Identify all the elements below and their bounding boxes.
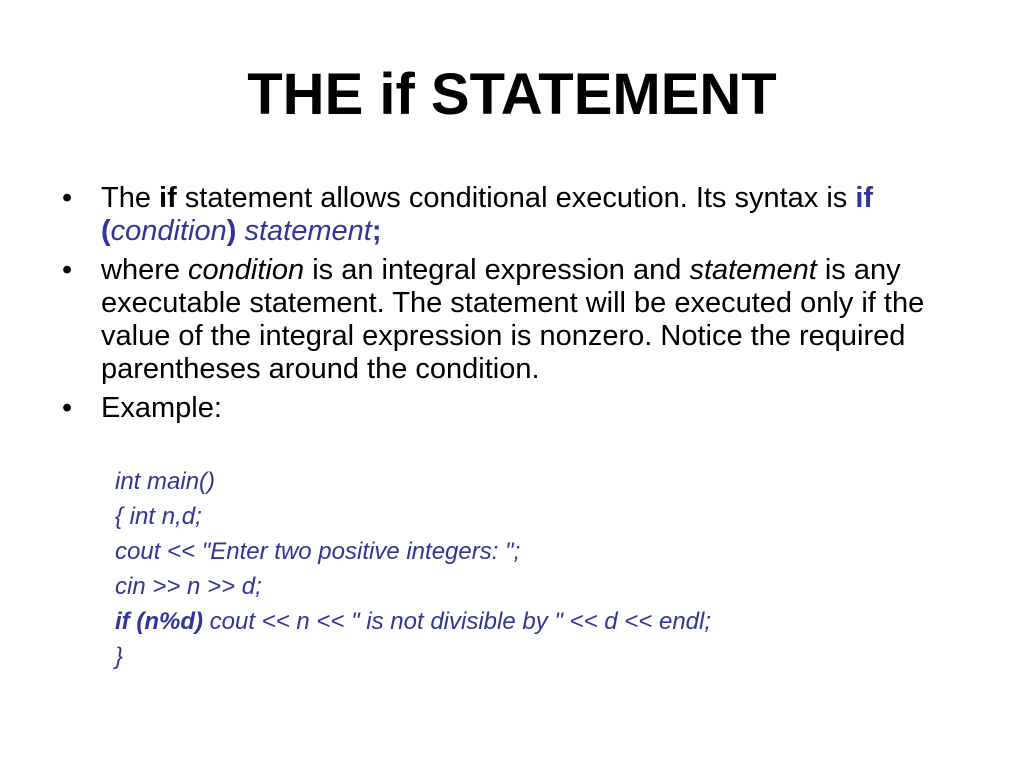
bullet-text: The — [101, 182, 160, 214]
syntax-semicolon: ; — [371, 215, 382, 247]
syntax-close-paren: ) — [226, 215, 237, 247]
bullet-text: where — [101, 254, 189, 286]
code-line: int main() — [115, 468, 216, 495]
term-statement: statement — [689, 254, 817, 286]
code-line — [115, 604, 995, 639]
bullet-marker: • — [62, 392, 73, 424]
bullet-marker: • — [62, 254, 73, 286]
bullet-where — [60, 254, 960, 386]
code-line: cout << "Enter two positive integers: "; — [115, 538, 521, 565]
bullet-list — [60, 182, 960, 431]
bullet-text: is any executable statement. The statement will be executed only if the value of the integral expression is nonzero. Notice the required parentheses around the condition. — [101, 254, 925, 385]
bullet-syntax — [60, 182, 960, 248]
code-line: } — [115, 643, 124, 670]
code-text: cout << n << " is not divisible by " << d << endl; — [202, 608, 712, 635]
code-line: cin >> n >> d; — [115, 573, 262, 600]
code-line: { int n,d; — [115, 503, 202, 530]
syntax-space — [236, 215, 244, 247]
syntax-statement: statement — [244, 215, 372, 247]
bullet-text: statement allows conditional execution. Its syntax is — [176, 182, 856, 214]
bullet-text: is an integral expression and — [304, 254, 690, 286]
syntax-if: if ( — [101, 182, 874, 247]
slide-title: THE if STATEMENT — [247, 62, 777, 127]
code-example — [115, 464, 995, 674]
syntax-condition: condition — [110, 215, 227, 247]
keyword-if: if — [159, 182, 177, 214]
code-keyword-if: if (n%d) — [115, 608, 203, 635]
term-condition: condition — [188, 254, 305, 286]
bullet-text: Example: — [101, 392, 222, 424]
bullet-example — [60, 392, 960, 425]
bullet-marker: • — [62, 182, 73, 214]
